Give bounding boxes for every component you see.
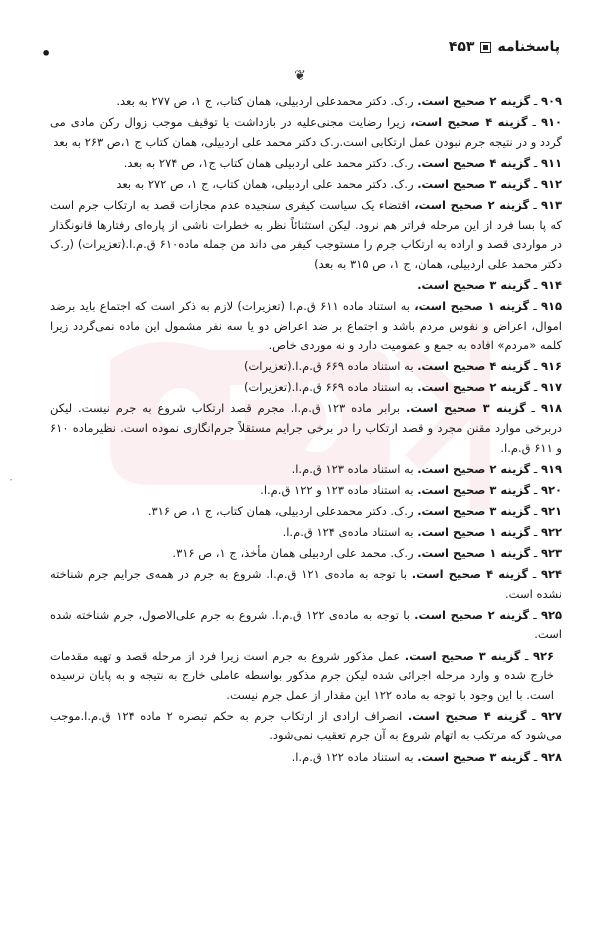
answer-explanation: به استناد ماده ۶۱۱ ق.م.ا (تعزیرات) لازم به ذکر است که اجتماع باید برضد اموال، اعراض و نفوس مردم باشد و اجتماع بر ضد اعراض دو یا سه نفر مشمول این ماده نمی‌گردد زیرا کلمه «مردم» افاده به جمع و عمومیت دارد و نه موردی خاص. (50, 298, 562, 353)
question-number: ۹۲۵ (540, 607, 562, 622)
page-header (38, 32, 560, 62)
question-number: ۹۱۲ (540, 176, 562, 191)
answer-entry: ۹۱۷ ـ گزینه ۲ صحیح است. به استناد ماده ۶۶۹ ق.م.ا.(تعزیرات) (243, 380, 562, 395)
question-number: ۹۱۹ (540, 461, 562, 476)
answer-entry: ۹۱۲ ـ گزینه ۳ صحیح است. ر.ک. دکتر محمد علی اردبیلی، همان کتاب، ج ۱، ص ۲۷۲ به بعد (116, 176, 562, 191)
answer-entry: ۹۱۳ ـ گزینه ۲ صحیح است، اقتضاء یک سیاست کیفری سنجیده عدم مجازات قصد به ارتکاب جرم است که پا بسا فرد از این مرحله فراتر هم نرود. لیکن استثنائاً نظر به خطرات ناشی از پاره‌ای رفتارها قانونگذار در مواردی قصد و اراده به ارتکاب جرم را مستوجب کیفر می داند من جمله ماده۶۱۰ ق.م.ا.(تعزیرات) (ر.ک دکتر محمد علی اردبیلی، همان، ج ۱، ص ۳۱۵ به بعد) (50, 197, 563, 271)
answer-entry: ۹۱۵ ـ گزینه ۱ صحیح است، به استناد ماده ۶۱۱ ق.م.ا (تعزیرات) لازم به ذکر است که اجتماع باید برضد اموال، اعراض و نفوس مردم باشد و اجتماع بر ضد اعراض دو یا سه نفر مشمول این ماده نمی‌گردد زیرا کلمه «مردم» افاده به جمع و عمومیت دارد و نه موردی خاص. (50, 298, 563, 353)
answer-explanation: ر.ک. دکتر محمدعلی اردبیلی، همان کتاب، ج ۱، ص ۲۷۷ به بعد. (116, 94, 414, 108)
question-number: ۹۲۴ (540, 567, 562, 582)
answer-choice: گزینه ۳ صحیح است. (406, 401, 526, 416)
question-number: ۹۲۶ (532, 648, 555, 663)
answer-choice: گزینه ۲ صحیح است. (417, 94, 531, 108)
answer-entry: ۹۰۹ ـ گزینه ۲ صحیح است. ر.ک. دکتر محمدعلی اردبیلی، همان کتاب، ج ۱، ص ۲۷۷ به بعد. (116, 94, 562, 108)
answer-explanation: ر.ک. دکتر محمدعلی اردبیلی، همان کتاب، ج ۱، ص ۳۱۶. (147, 503, 414, 518)
question-number: ۹۱۸ (540, 401, 562, 416)
answer-entry: ۹۲۲ ـ گزینه ۱ صحیح است. به استناد ماده‌ی ۱۲۴ ق.م.ا. (282, 524, 562, 539)
answer-choice: گزینه ۳ صحیح است. (417, 749, 531, 764)
answer-choice: گزینه ۳ صحیح است. (417, 482, 531, 497)
answer-choice: گزینه ۲ صحیح است. (417, 380, 531, 395)
answer-explanation: به استناد ماده‌ی ۱۲۴ ق.م.ا. (282, 524, 414, 539)
answer-choice: گزینه ۳ صحیح است. (404, 648, 521, 663)
answer-choice: گزینه ۲ صحیح است، (414, 197, 530, 212)
answer-explanation: انصراف ارادی از ارتکاب جرم به حکم تبصره ۲ ماده ۱۲۴ ق.م.ا.موجب می‌شود که مرتکب به اتهام شروع به آن جرم تعقیب نمی‌شود. (50, 708, 562, 743)
section-title: پاسخنامه (497, 39, 560, 55)
header-bullet: • (41, 44, 52, 63)
question-number: ۹۱۷ (540, 380, 562, 395)
question-number: ۹۱۳ (540, 197, 563, 212)
answer-entry: ۹۲۷ ـ گزینه ۴ صحیح است. انصراف ارادی از ارتکاب جرم به حکم تبصره ۲ ماده ۱۲۴ ق.م.ا.موجب می‌شود که مرتکب به اتهام شروع به آن جرم تعقیب نمی‌شود. (50, 708, 562, 743)
answer-entry: ۹۱۱ ـ گزینه ۴ صحیح است. ر.ک. دکتر محمد علی اردبیلی همان کتاب ج۱، ص ۲۷۴ به بعد. (123, 155, 562, 170)
square-ornament-icon (480, 42, 491, 53)
answer-explanation: ر.ک. دکتر محمد علی اردبیلی، همان کتاب، ج ۱، ص ۲۷۲ به بعد (116, 176, 414, 191)
answer-explanation: با توجه به ماده‌ی ۱۲۲ ق.م.ا. شروع به جرم علی‌الاصول، جرم شناخته شده است. (50, 607, 562, 642)
answer-entry: ۹۱۴ ـ گزینه ۳ صحیح است. (417, 277, 562, 292)
answer-explanation: به استناد ماده ۱۲۲ ق.م.ا. (291, 749, 414, 764)
answer-entry: ۹۱۰ ـ گزینه ۴ صحیح است، زیرا رضایت مجنی‌علیه در بازداشت یا توقیف موجب زوال رکن مادی می گردد و در نتیجه جرم نبودن عمل ارتکابی است.ر.ک دکتر محمد علی اردبیلی، همان کتاب ج ۱،ص ۲۶۳ به بعد (50, 115, 563, 149)
answer-choice: گزینه ۴ صحیح است. (407, 708, 527, 723)
answer-entry: ۹۲۰ ـ گزینه ۳ صحیح است. به استناد ماده ۱۲۳ و ۱۲۲ ق.م.ا. (260, 482, 562, 497)
question-number: ۹۱۰ (540, 115, 563, 130)
question-number: ۹۲۳ (540, 546, 562, 561)
question-number: ۹۱۱ (540, 155, 562, 170)
question-number: ۹۱۵ (540, 298, 563, 313)
answer-entry: ۹۱۹ ـ گزینه ۲ صحیح است. به استناد ماده ۱۲۳ ق.م.ا. (291, 461, 562, 476)
answer-choice: گزینه ۳ صحیح است. (417, 277, 531, 292)
question-number: ۹۱۶ (540, 359, 562, 374)
answer-explanation: اقتضاء یک سیاست کیفری سنجیده عدم مجازات قصد به ارتکاب جرم است که پا بسا فرد از این مرحله فراتر هم نرود. لیکن استثنائاً نظر به خطرات ناشی از پاره‌ای رفتارها قانونگذار در مواردی قصد و اراده به ارتکاب جرم را مستوجب کیفر می داند من جمله ماده۶۱۰ ق.م.ا.(تعزیرات) (ر.ک دکتر محمد علی اردبیلی، همان، ج ۱، ص ۳۱۵ به بعد) (50, 197, 563, 271)
answer-choice: گزینه ۳ صحیح است. (417, 176, 531, 191)
answer-entry: ۹۲۱ ـ گزینه ۳ صحیح است. ر.ک. دکتر محمدعلی اردبیلی، همان کتاب، ج ۱، ص ۳۱۶. (147, 503, 562, 518)
question-number: ۹۲۸ (540, 749, 562, 764)
answer-choice: گزینه ۴ صحیح است. (417, 155, 531, 170)
answer-entry: ۹۲۸ ـ گزینه ۳ صحیح است. به استناد ماده ۱۲۲ ق.م.ا. (291, 749, 562, 764)
answer-choice: گزینه ۱ صحیح است. (417, 524, 531, 539)
answer-entry: ۹۲۳ ـ گزینه ۱ صحیح است. ر.ک. محمد علی اردبیلی همان مأخذ، ج ۱، ص ۳۱۶. (172, 546, 562, 561)
answer-explanation: زیرا رضایت مجنی‌علیه در بازداشت یا توقیف موجب زوال رکن مادی می گردد و در نتیجه جرم نبودن عمل ارتکابی است.ر.ک دکتر محمد علی اردبیلی، همان کتاب ج ۱،ص ۲۶۳ به بعد (50, 115, 562, 149)
answer-choice: گزینه ۴ صحیح است. (411, 567, 529, 582)
question-number: ۹۲۱ (540, 503, 562, 518)
question-number: ۹۰۹ (540, 94, 562, 108)
answer-choice: گزینه ۴ صحیح است. (417, 359, 531, 374)
question-number: ۹۱۴ (540, 277, 562, 292)
answer-entry: ۹۲۵ ـ گزینه ۲ صحیح است. با توجه به ماده‌ی ۱۲۲ ق.م.ا. شروع به جرم علی‌الاصول، جرم شناخته شده است. (50, 607, 562, 642)
answer-list (50, 92, 562, 769)
answer-entry: ۹۱۶ ـ گزینه ۴ صحیح است. به استناد ماده ۶۶۹ ق.م.ا.(تعزیرات) (243, 359, 562, 374)
margin-mark: ᛫ (8, 476, 14, 487)
fleuron-ornament-icon: ❦ (294, 68, 306, 84)
answer-entry: ۹۲۴ ـ گزینه ۴ صحیح است. با توجه به ماده‌ی ۱۲۱ ق.م.ا. شروع به جرم در همه‌ی جرایم جرم شناخته نشده است. (50, 567, 562, 601)
answer-explanation: به استناد ماده ۱۲۳ و ۱۲۲ ق.م.ا. (260, 482, 414, 497)
answer-choice: گزینه ۲ صحیح است. (417, 461, 531, 476)
answer-choice: گزینه ۳ صحیح است. (417, 503, 531, 518)
answer-explanation: به استناد ماده ۱۲۳ ق.م.ا. (291, 461, 414, 476)
answer-explanation: به استناد ماده ۶۶۹ ق.م.ا.(تعزیرات) (243, 359, 414, 374)
question-number: ۹۲۷ (540, 708, 562, 723)
answer-entry: ۹۱۸ ـ گزینه ۳ صحیح است. برابر ماده ۱۲۳ ق.م.ا. مجرم قصد ارتکاب شروع به جرم نیست. لیکن دربرخی موارد مقنن مجرد و قصد ارتکاب را در برخی جرایم مستقلاً جرم‌انگاری نموده است. نظیرماده ۶۱۰ و ۶۱۱ ق.م.ا. (50, 401, 562, 455)
answer-entry: ۹۲۶ ـ گزینه ۳ صحیح است. عمل مذکور شروع به جرم است زیرا فرد از مرحله قصد و تهیه مقدمات خارج شده و وارد مرحله اجرائی شده لیکن جرم مذکور بواسطه عاملی خارج به نتیجه و به پایان نرسیده است. با این وجود با توجه به ماده ۱۲۲ این مقدار از عمل جرم نیست. (50, 648, 555, 702)
answer-choice: گزینه ۱ صحیح است. (417, 546, 531, 561)
answer-explanation: عمل مذکور شروع به جرم است زیرا فرد از مرحله قصد و تهیه مقدمات خارج شده و وارد مرحله اجرائی شده لیکن جرم مذکور بواسطه عاملی خارج به نتیجه و به پایان نرسیده است. با این وجود با توجه به ماده ۱۲۲ این مقدار از عمل جرم نیست. (50, 648, 554, 702)
page-number: ۴۵۳ (448, 39, 475, 55)
answer-explanation: ر.ک. دکتر محمد علی اردبیلی همان کتاب ج۱، ص ۲۷۴ به بعد. (123, 155, 414, 170)
answer-explanation: با توجه به ماده‌ی ۱۲۱ ق.م.ا. شروع به جرم در همه‌ی جرایم جرم شناخته نشده است. (50, 567, 562, 601)
answer-choice: گزینه ۱ صحیح است، (414, 298, 530, 313)
question-number: ۹۲۰ (540, 482, 562, 497)
question-number: ۹۲۲ (540, 524, 562, 539)
answer-choice: گزینه ۲ صحیح است. (414, 607, 530, 622)
answer-explanation: برابر ماده ۱۲۳ ق.م.ا. مجرم قصد ارتکاب شروع به جرم نیست. لیکن دربرخی موارد مقنن مجرد و قصد ارتکاب را در برخی جرایم مستقلاً جرم‌انگاری نموده است. نظیرماده ۶۱۰ و ۶۱۱ ق.م.ا. (50, 401, 562, 455)
answer-choice: گزینه ۴ صحیح است، (410, 115, 528, 130)
answer-explanation: به استناد ماده ۶۶۹ ق.م.ا.(تعزیرات) (243, 380, 414, 395)
answer-explanation: ر.ک. محمد علی اردبیلی همان مأخذ، ج ۱، ص ۳۱۶. (172, 546, 414, 561)
